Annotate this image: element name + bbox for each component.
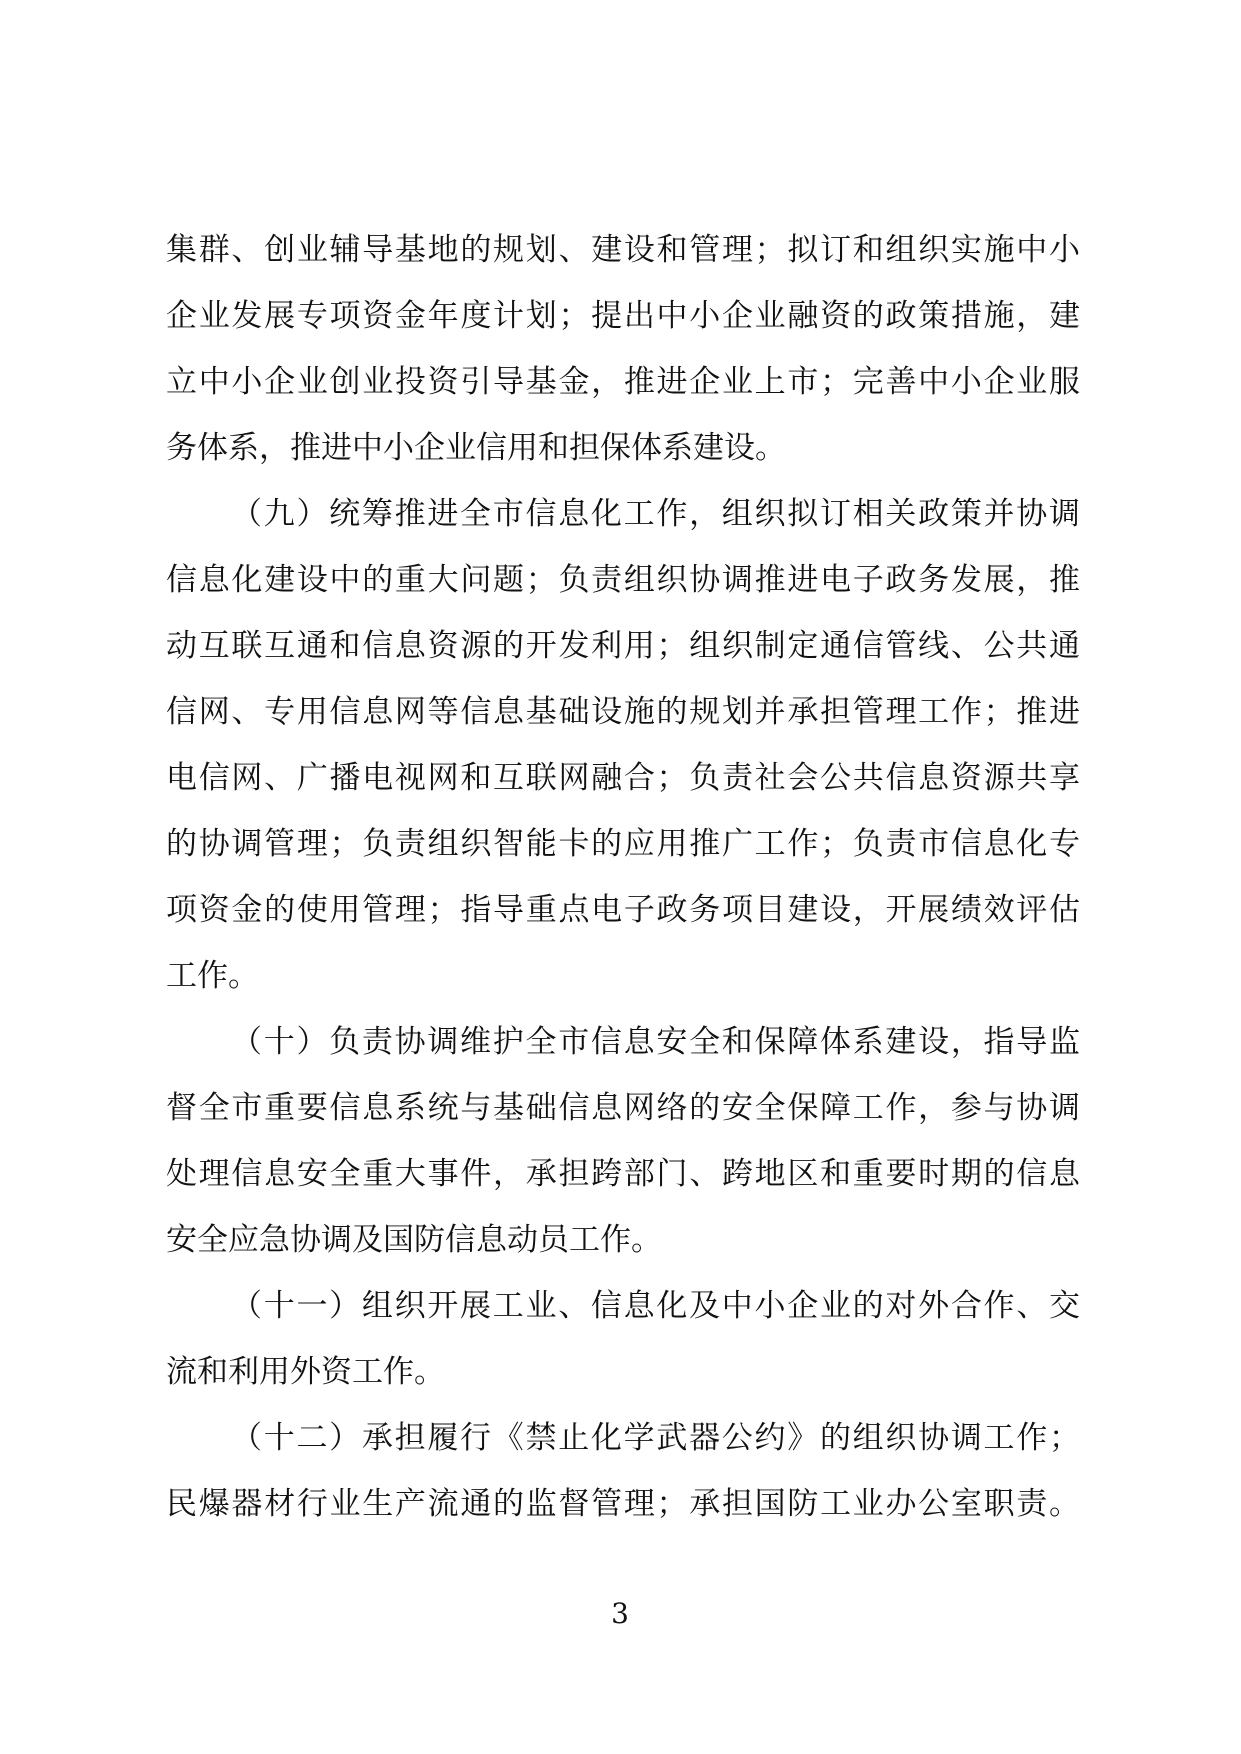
text-line: 民爆器材行业生产流通的监督管理；承担国防工业办公室职责。 <box>166 1486 1080 1522</box>
text-line: 安全应急协调及国防信息动员工作。 <box>166 1222 662 1258</box>
page-number: 3 <box>611 1597 629 1630</box>
text-line: 项资金的使用管理；指导重点电子政务项目建设，开展绩效评估 <box>166 892 1080 928</box>
text-line: 动互联互通和信息资源的开发利用；组织制定通信管线、公共通 <box>166 628 1080 664</box>
text-line: 的协调管理；负责组织智能卡的应用推广工作；负责市信息化专 <box>166 826 1080 862</box>
text-line: 电信网、广播电视网和互联网融合；负责社会公共信息资源共享 <box>166 760 1080 796</box>
text-line: 督全市重要信息系统与基础信息网络的安全保障工作，参与协调 <box>166 1090 1080 1126</box>
text-line: 务体系，推进中小企业信用和担保体系建设。 <box>166 430 786 466</box>
text-line: 处理信息安全重大事件，承担跨部门、跨地区和重要时期的信息 <box>166 1156 1080 1192</box>
text-line: 工作。 <box>166 958 259 994</box>
text-line: 流和利用外资工作。 <box>166 1354 445 1390</box>
paragraph-start-line: （九）统筹推进全市信息化工作，组织拟订相关政策并协调 <box>231 496 1080 532</box>
text-line: 信网、专用信息网等信息基础设施的规划并承担管理工作；推进 <box>166 694 1080 730</box>
text-line: 信息化建设中的重大问题；负责组织协调推进电子政务发展，推 <box>166 562 1080 598</box>
text-line: 立中小企业创业投资引导基金，推进企业上市；完善中小企业服 <box>166 364 1080 400</box>
text-line: 企业发展专项资金年度计划；提出中小企业融资的政策措施，建 <box>166 298 1080 334</box>
paragraph-start-line: （十一）组织开展工业、信息化及中小企业的对外合作、交 <box>231 1288 1080 1324</box>
text-line: 集群、创业辅导基地的规划、建设和管理；拟订和组织实施中小 <box>166 232 1080 268</box>
paragraph-start-line: （十）负责协调维护全市信息安全和保障体系建设，指导监 <box>231 1024 1080 1060</box>
paragraph-start-line: （十二）承担履行《禁止化学武器公约》的组织协调工作； <box>231 1420 1080 1456</box>
